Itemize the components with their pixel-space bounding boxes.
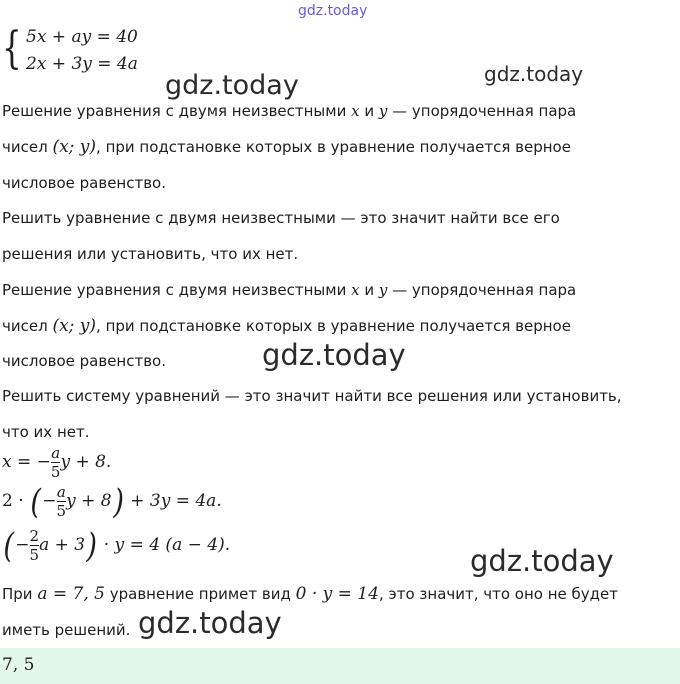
denominator: 5 [50,463,61,481]
fraction [30,528,40,563]
numerator: a [56,483,66,501]
text-line: решения или установить, что их нет. [2,245,299,263]
system-line-1: 5x + ay = 40 [26,27,138,47]
math-var: y [378,281,388,299]
text-line [2,585,618,603]
math-text: y + 8. [60,452,112,472]
math-expr: a = 7, 5 [37,584,105,604]
text-line [2,138,571,156]
text-line [2,102,576,120]
answer-value: 7, 5 [2,655,35,675]
fraction [51,445,61,480]
math-var: x [351,281,360,299]
denominator: 5 [29,546,40,564]
watermark-top: gdz.today [298,3,368,19]
text: Решение уравнения с двумя неизвестными [2,102,352,120]
equation-1 [2,445,111,480]
math-text: · y = 4 (a − 4). [98,535,231,555]
math-text: x = − [2,452,51,472]
text: чисел [2,317,53,335]
right-paren-icon: ) [86,525,98,566]
watermark: gdz.today [138,606,282,640]
numerator: 2 [29,527,40,545]
math-text: y + 8 [66,491,112,511]
math-text: + 3y = 4a. [124,491,222,511]
text-line: числовое равенство. [2,174,166,192]
math-text: a + 3 [39,535,86,555]
text-line: числовое равенство. [2,352,166,370]
denominator: 5 [56,502,67,520]
fraction [57,484,67,519]
text: — упорядоченная пара [387,102,577,120]
text-line [2,281,576,299]
system-line-2: 2x + 3y = 4a [26,54,138,74]
left-paren-icon: ( [30,481,41,522]
text: , при подстановке которых в уравнение получается верное [96,138,571,156]
text: , при подстановке которых в уравнение получается верное [96,317,571,335]
equation-system [0,24,170,82]
text: При [2,585,38,603]
left-brace-icon: { [2,23,22,74]
math-var: y [378,102,388,120]
text-line [2,317,571,335]
right-paren-icon: ) [112,481,124,522]
watermark: gdz.today [470,544,614,578]
equation-3 [2,525,231,566]
answer-box [0,648,680,684]
math-text: 2 · [2,491,30,511]
text-line: иметь решений. [2,621,131,639]
text: чисел [2,138,53,156]
math-pair: (x; y) [52,316,97,336]
math-pair: (x; y) [52,137,97,157]
left-paren-icon: ( [3,525,14,566]
math-text: − [42,491,57,511]
equation-2 [2,481,222,522]
watermark: gdz.today [484,62,584,86]
numerator: a [51,444,61,462]
text: Решение уравнения с двумя неизвестными [2,281,352,299]
text: уравнение примет вид [104,585,296,603]
math-expr: 0 · y = 14 [295,584,379,604]
watermark: gdz.today [262,338,406,372]
text: и [359,102,379,120]
text-line: Решить уравнение с двумя неизвестными — это значит найти все его [2,209,560,227]
text-line: Решить систему уравнений — это значит найти все решения или установить, [2,387,622,405]
watermark: gdz.today [165,70,299,101]
math-var: x [351,102,360,120]
text: — упорядоченная пара [387,281,577,299]
math-text: − [15,535,30,555]
text: и [359,281,379,299]
text-line: что их нет. [2,423,90,441]
text: , это значит, что оно не будет [378,585,619,603]
